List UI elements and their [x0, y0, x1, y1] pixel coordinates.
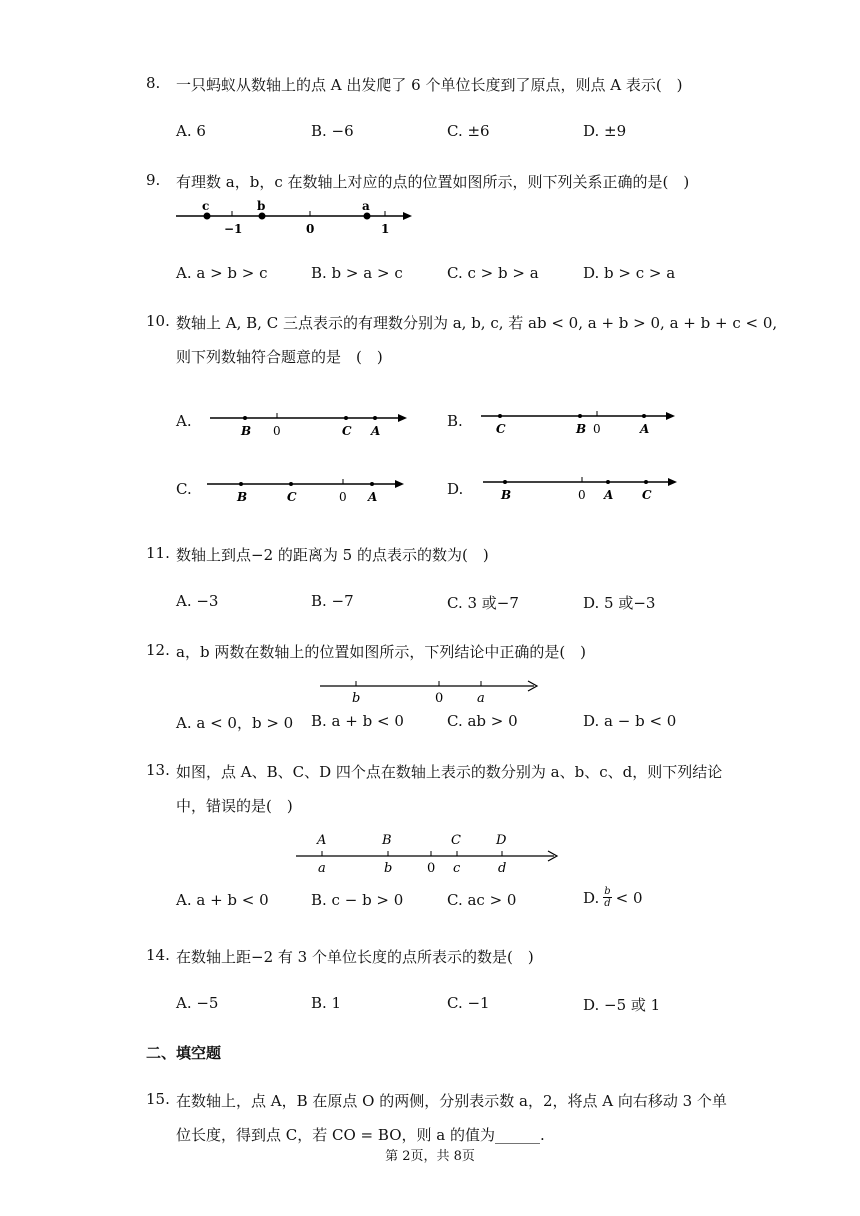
q10d-label-c: C	[642, 488, 652, 502]
q9-tick-neg1: −1	[224, 222, 243, 236]
q12-label-a: a	[477, 691, 485, 706]
q10a-label-c: C	[342, 424, 352, 438]
q10-axis-a	[205, 405, 415, 439]
q10-axis-b	[476, 403, 686, 437]
q11-option-c[interactable]: C. 3 或−7	[447, 594, 519, 612]
q13-option-c[interactable]: C. ac > 0	[447, 891, 517, 909]
q10-option-a[interactable]: A.	[176, 412, 192, 430]
q11-option-a[interactable]: A. −3	[176, 592, 219, 610]
q9-tick-0: 0	[306, 222, 315, 236]
q13-label-a: a	[318, 861, 326, 876]
q12-option-a[interactable]: A. a < 0，b > 0	[176, 714, 294, 732]
q9-option-b[interactable]: B. b > a > c	[311, 264, 403, 282]
q11-option-d[interactable]: D. 5 或−3	[583, 594, 656, 612]
q11-stem: 数轴上到点−2 的距离为 5 的点表示的数为( )	[176, 546, 489, 564]
q10b-label-0: 0	[593, 422, 601, 436]
q9-point-c-label: c	[202, 199, 210, 213]
q11-number: 11.	[146, 544, 170, 562]
q13-label-c: c	[453, 861, 461, 876]
q14-option-a[interactable]: A. −5	[176, 994, 219, 1012]
q12-number: 12.	[146, 641, 170, 659]
q14-stem: 在数轴上距−2 有 3 个单位长度的点所表示的数是( )	[176, 948, 534, 966]
q13-number-line	[292, 828, 567, 878]
q12-label-0: 0	[435, 691, 444, 706]
q12-option-d[interactable]: D. a − b < 0	[583, 712, 677, 730]
q13-label-d: d	[498, 861, 507, 876]
q14-option-b[interactable]: B. 1	[311, 994, 342, 1012]
section-heading: 二、填空题	[146, 1044, 222, 1062]
q13-label-0: 0	[427, 861, 436, 876]
q13-label-A: A	[317, 833, 327, 848]
q10a-label-a: A	[371, 424, 381, 438]
q9-number-line	[170, 198, 420, 240]
q10-stem-line1: 数轴上 A, B, C 三点表示的有理数分别为 a, b, c, 若 ab < 0, a + b > 0, a + b + c < 0,	[176, 314, 778, 332]
q9-option-d[interactable]: D. b > c > a	[583, 264, 676, 282]
q8-option-b[interactable]: B. −6	[311, 122, 354, 140]
q13-option-d-label: D.	[583, 888, 600, 907]
q10d-label-b: B	[501, 488, 512, 502]
q15-stem-line2: 位长度，得到点 C，若 CO = BO，则 a 的值为______.	[176, 1126, 545, 1144]
q9-number: 9.	[146, 171, 161, 189]
q8-option-a[interactable]: A. 6	[176, 122, 206, 140]
q10a-label-b: B	[241, 424, 252, 438]
q12-label-b: b	[352, 691, 361, 706]
q13-option-d-fraction	[603, 886, 611, 909]
q13-option-b[interactable]: B. c − b > 0	[311, 891, 404, 909]
q10c-label-b: B	[237, 490, 248, 504]
q13-option-d[interactable]	[583, 886, 643, 909]
q10-number: 10.	[146, 312, 170, 330]
q14-number: 14.	[146, 946, 170, 964]
q13-label-B: B	[382, 833, 392, 848]
q13-stem-line1: 如图，点 A、B、C、D 四个点在数轴上表示的数分别为 a、b、c、d，则下列结论	[176, 763, 723, 781]
q10a-label-0: 0	[273, 424, 281, 438]
page-footer: 第 2页，共 8页	[385, 1149, 475, 1164]
q12-number-line	[316, 676, 546, 708]
q14-option-d[interactable]: D. −5 或 1	[583, 996, 661, 1014]
q10-axis-d	[478, 469, 688, 503]
q13-label-D: D	[496, 833, 507, 848]
q10d-label-0: 0	[578, 488, 586, 502]
q14-option-c[interactable]: C. −1	[447, 994, 490, 1012]
q13-label-C: C	[451, 833, 461, 848]
q10-option-d[interactable]: D.	[447, 480, 464, 498]
q13-number: 13.	[146, 761, 170, 779]
q13-stem-line2: 中，错误的是( )	[176, 797, 293, 815]
q9-point-b-label: b	[257, 199, 266, 213]
q13-label-b: b	[384, 861, 393, 876]
fraction-denominator: d	[604, 898, 611, 909]
q10b-label-c: C	[496, 422, 506, 436]
q8-option-c[interactable]: C. ±6	[447, 122, 490, 140]
q12-option-c[interactable]: C. ab > 0	[447, 712, 518, 730]
fraction-numerator: b	[604, 886, 611, 897]
q10b-label-a: A	[640, 422, 650, 436]
q9-stem: 有理数 a，b，c 在数轴上对应的点的位置如图所示，则下列关系正确的是( )	[176, 173, 690, 191]
q11-option-b[interactable]: B. −7	[311, 592, 354, 610]
q15-stem-line1: 在数轴上，点 A，B 在原点 O 的两侧，分别表示数 a，2，将点 A 向右移动 3 个单	[176, 1092, 727, 1110]
q13-option-a[interactable]: A. a + b < 0	[176, 891, 269, 909]
q10b-label-b: B	[576, 422, 587, 436]
q8-stem: 一只蚂蚁从数轴上的点 A 出发爬了 6 个单位长度到了原点，则点 A 表示( )	[176, 76, 683, 94]
q9-point-a-label: a	[362, 199, 370, 213]
q15-number: 15.	[146, 1090, 170, 1108]
q12-option-b[interactable]: B. a + b < 0	[311, 712, 404, 730]
q10d-label-a: A	[604, 488, 614, 502]
q12-stem: a，b 两数在数轴上的位置如图所示，下列结论中正确的是( )	[176, 643, 587, 661]
q10c-label-a: A	[368, 490, 378, 504]
q13-option-d-suffix: < 0	[615, 888, 643, 907]
q9-option-a[interactable]: A. a > b > c	[176, 264, 268, 282]
q10-option-c[interactable]: C.	[176, 480, 192, 498]
q8-option-d[interactable]: D. ±9	[583, 122, 627, 140]
q10c-label-c: C	[287, 490, 297, 504]
q10-axis-c	[202, 471, 412, 505]
q9-tick-1: 1	[381, 222, 390, 236]
q10c-label-0: 0	[339, 490, 347, 504]
q10-stem-line2: 则下列数轴符合题意的是 ( )	[176, 348, 383, 366]
q9-option-c[interactable]: C. c > b > a	[447, 264, 539, 282]
q10-option-b[interactable]: B.	[447, 412, 463, 430]
q8-number: 8.	[146, 74, 161, 92]
